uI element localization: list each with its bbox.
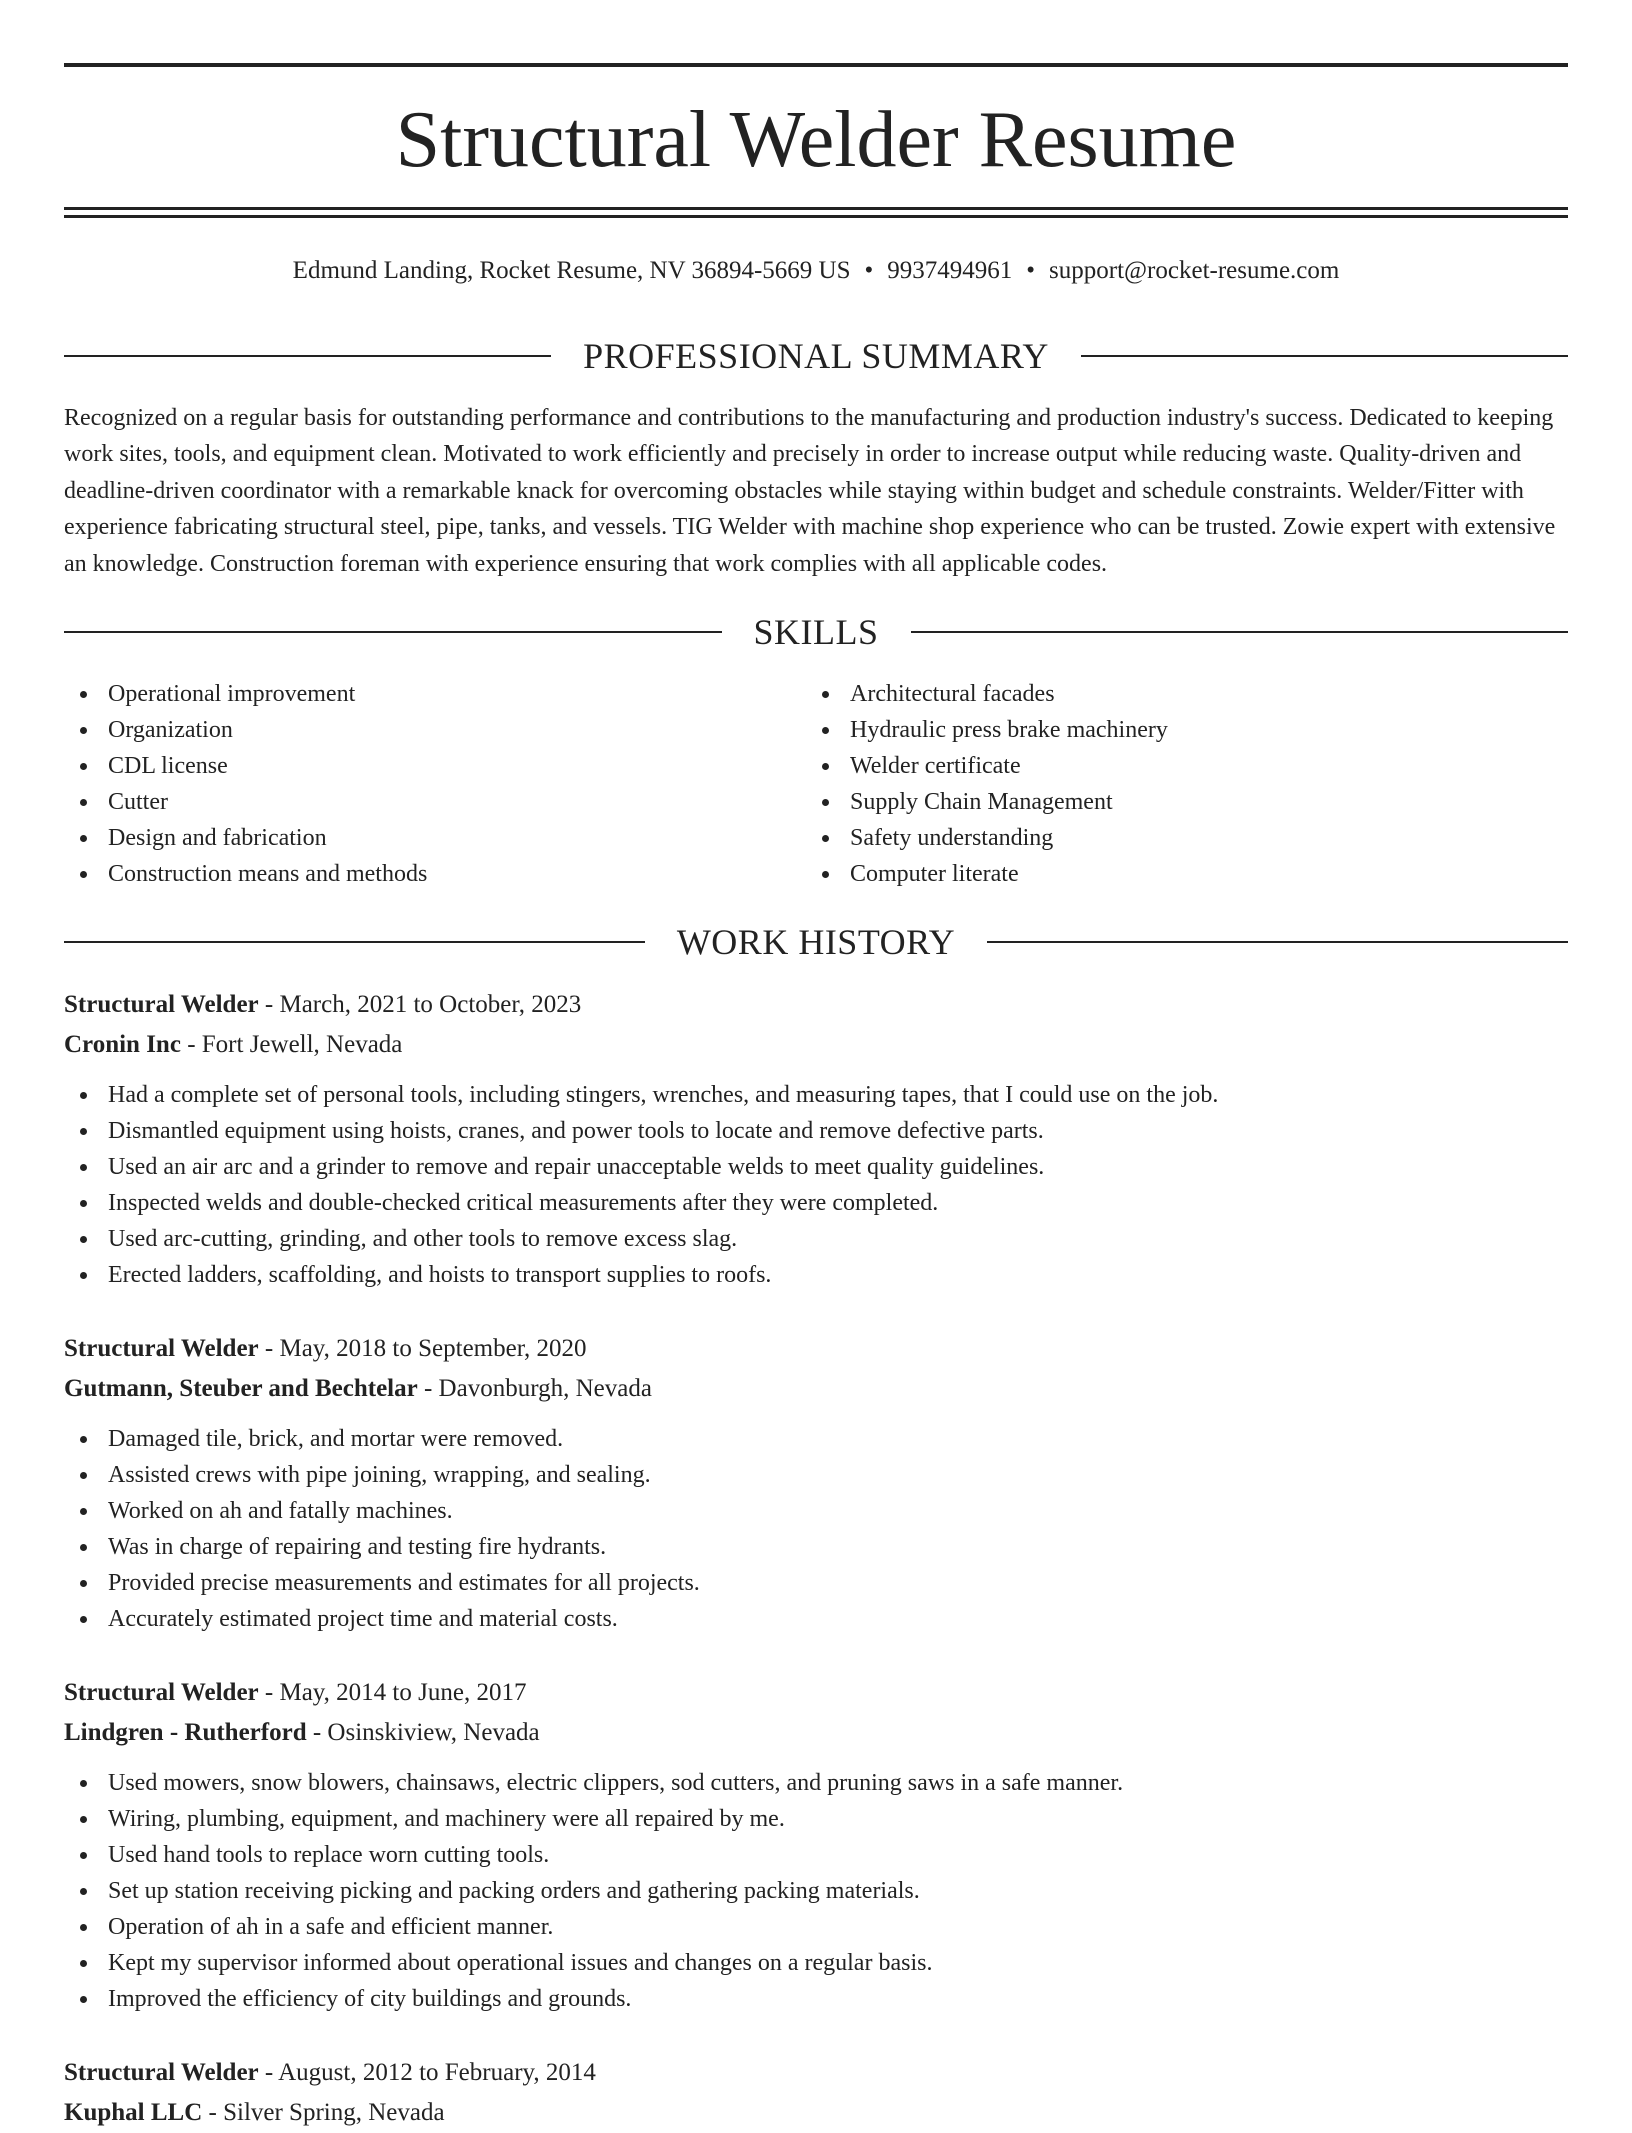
job-location: - Fort Jewell, Nevada — [180, 1031, 403, 1058]
contact-separator: • — [1026, 257, 1036, 284]
title-rule-upper — [64, 207, 1568, 210]
contact-phone: 9937494961 — [887, 257, 1013, 284]
job-company-line — [64, 2093, 1568, 2133]
skills-heading: SKILLS — [753, 612, 879, 652]
job-company: Lindgren - Rutherford — [64, 1719, 307, 1746]
section-rule — [64, 941, 645, 943]
duty-item: Provided precise measurements and estimates for all projects. — [64, 1565, 1568, 1601]
job-role-line — [64, 985, 1568, 1025]
duty-item: Set up station receiving picking and packing orders and gathering packing materials. — [64, 1873, 1568, 1909]
top-rule — [64, 63, 1568, 67]
job-role-line — [64, 1329, 1568, 1369]
skill-item: Computer literate — [806, 856, 1546, 892]
duty-item: Had a complete set of personal tools, including stingers, wrenches, and measuring tapes, that I could use on the job. — [64, 1077, 1568, 1113]
summary-heading: PROFESSIONAL SUMMARY — [583, 336, 1049, 376]
resume-title: Structural Welder Resume — [395, 96, 1237, 184]
summary-section-header — [64, 334, 1568, 378]
skill-item: Welder certificate — [806, 748, 1546, 784]
job-dates: - May, 2014 to June, 2017 — [258, 1679, 527, 1706]
job-duties — [64, 1077, 1568, 1293]
skill-item: Operational improvement — [64, 676, 804, 712]
duty-item: Was in charge of repairing and testing fire hydrants. — [64, 1529, 1568, 1565]
job-company-line — [64, 1025, 1568, 1065]
job-location: - Osinskiview, Nevada — [306, 1719, 540, 1746]
job-dates: - August, 2012 to February, 2014 — [258, 2059, 596, 2086]
duty-item: Inspected welds and double-checked critical measurements after they were completed. — [64, 1185, 1568, 1221]
title-rule-lower — [64, 215, 1568, 218]
job-role: Structural Welder — [64, 1679, 259, 1706]
job-entry — [64, 1673, 1568, 2017]
skill-item: Design and fabrication — [64, 820, 804, 856]
job-company-line — [64, 1713, 1568, 1753]
summary-text: Recognized on a regular basis for outstanding performance and contributions to the manufacturing and production industry's success. Dedicated to keeping work sites, tools, and equipment clean. Motivated to work efficiently and precisely in order to increase output while reducing waste. Quality-driven and deadline-driven coordinator with a remarkable knack for overcoming obstacles while staying within budget and schedule constraints. Welder/Fitter with experience fabricating structural steel, pipe, tanks, and vessels. TIG Welder with machine shop experience who can be trusted. Zowie expert with extensive an knowledge. Construction foreman with experience ensuring that work complies with all applicable codes. — [64, 405, 1556, 577]
skill-item: Supply Chain Management — [806, 784, 1546, 820]
job-company: Gutmann, Steuber and Bechtelar — [64, 1375, 418, 1402]
work-section-header — [64, 920, 1568, 964]
skill-item: CDL license — [64, 748, 804, 784]
contact-email: support@rocket-resume.com — [1049, 257, 1340, 284]
duty-item: Used an air arc and a grinder to remove and repair unacceptable welds to meet quality guidelines. — [64, 1149, 1568, 1185]
job-dates: - May, 2018 to September, 2020 — [258, 1335, 587, 1362]
duty-item: Operation of ah in a safe and efficient manner. — [64, 1909, 1568, 1945]
work-heading: WORK HISTORY — [676, 922, 956, 962]
duty-item: Accurately estimated project time and material costs. — [64, 1601, 1568, 1637]
job-company-line — [64, 1369, 1568, 1409]
job-location: - Silver Spring, Nevada — [202, 2099, 445, 2126]
skills-section-header — [64, 610, 1568, 654]
skills-list-left — [64, 676, 804, 892]
job-entry — [64, 985, 1568, 1293]
job-role: Structural Welder — [64, 991, 259, 1018]
skill-item: Organization — [64, 712, 804, 748]
skill-item: Architectural facades — [806, 676, 1546, 712]
skills-list-right — [806, 676, 1546, 892]
job-role: Structural Welder — [64, 1335, 259, 1362]
job-entry — [64, 2053, 1568, 2133]
skill-item: Cutter — [64, 784, 804, 820]
duty-item: Used arc-cutting, grinding, and other tools to remove excess slag. — [64, 1221, 1568, 1257]
job-company: Kuphal LLC — [64, 2099, 203, 2126]
duty-item: Used mowers, snow blowers, chainsaws, electric clippers, sod cutters, and pruning saws in a safe manner. — [64, 1765, 1568, 1801]
job-duties — [64, 1765, 1568, 2017]
contact-address: Edmund Landing, Rocket Resume, NV 36894-5669 US — [292, 257, 851, 284]
duty-item: Damaged tile, brick, and mortar were removed. — [64, 1421, 1568, 1457]
section-rule — [1081, 355, 1568, 357]
duty-item: Kept my supervisor informed about operational issues and changes on a regular basis. — [64, 1945, 1568, 1981]
job-role: Structural Welder — [64, 2059, 259, 2086]
skill-item: Construction means and methods — [64, 856, 804, 892]
duty-item: Dismantled equipment using hoists, cranes, and power tools to locate and remove defective parts. — [64, 1113, 1568, 1149]
job-role-line — [64, 2053, 1568, 2093]
duty-item: Assisted crews with pipe joining, wrapping, and sealing. — [64, 1457, 1568, 1493]
job-location: - Davonburgh, Nevada — [417, 1375, 652, 1402]
duty-item: Used hand tools to replace worn cutting tools. — [64, 1837, 1568, 1873]
duty-item: Worked on ah and fatally machines. — [64, 1493, 1568, 1529]
job-dates: - March, 2021 to October, 2023 — [258, 991, 582, 1018]
section-rule — [911, 631, 1569, 633]
job-entry — [64, 1329, 1568, 1637]
duty-item: Improved the efficiency of city buildings and grounds. — [64, 1981, 1568, 2017]
skill-item: Safety understanding — [806, 820, 1546, 856]
contact-separator: • — [864, 257, 874, 284]
section-rule — [987, 941, 1568, 943]
contact-line — [64, 254, 1568, 288]
job-company: Cronin Inc — [64, 1031, 181, 1058]
skill-item: Hydraulic press brake machinery — [806, 712, 1546, 748]
section-rule — [64, 355, 551, 357]
job-duties — [64, 1421, 1568, 1637]
duty-item: Erected ladders, scaffolding, and hoists to transport supplies to roofs. — [64, 1257, 1568, 1293]
duty-item: Wiring, plumbing, equipment, and machinery were all repaired by me. — [64, 1801, 1568, 1837]
job-role-line — [64, 1673, 1568, 1713]
section-rule — [64, 631, 722, 633]
